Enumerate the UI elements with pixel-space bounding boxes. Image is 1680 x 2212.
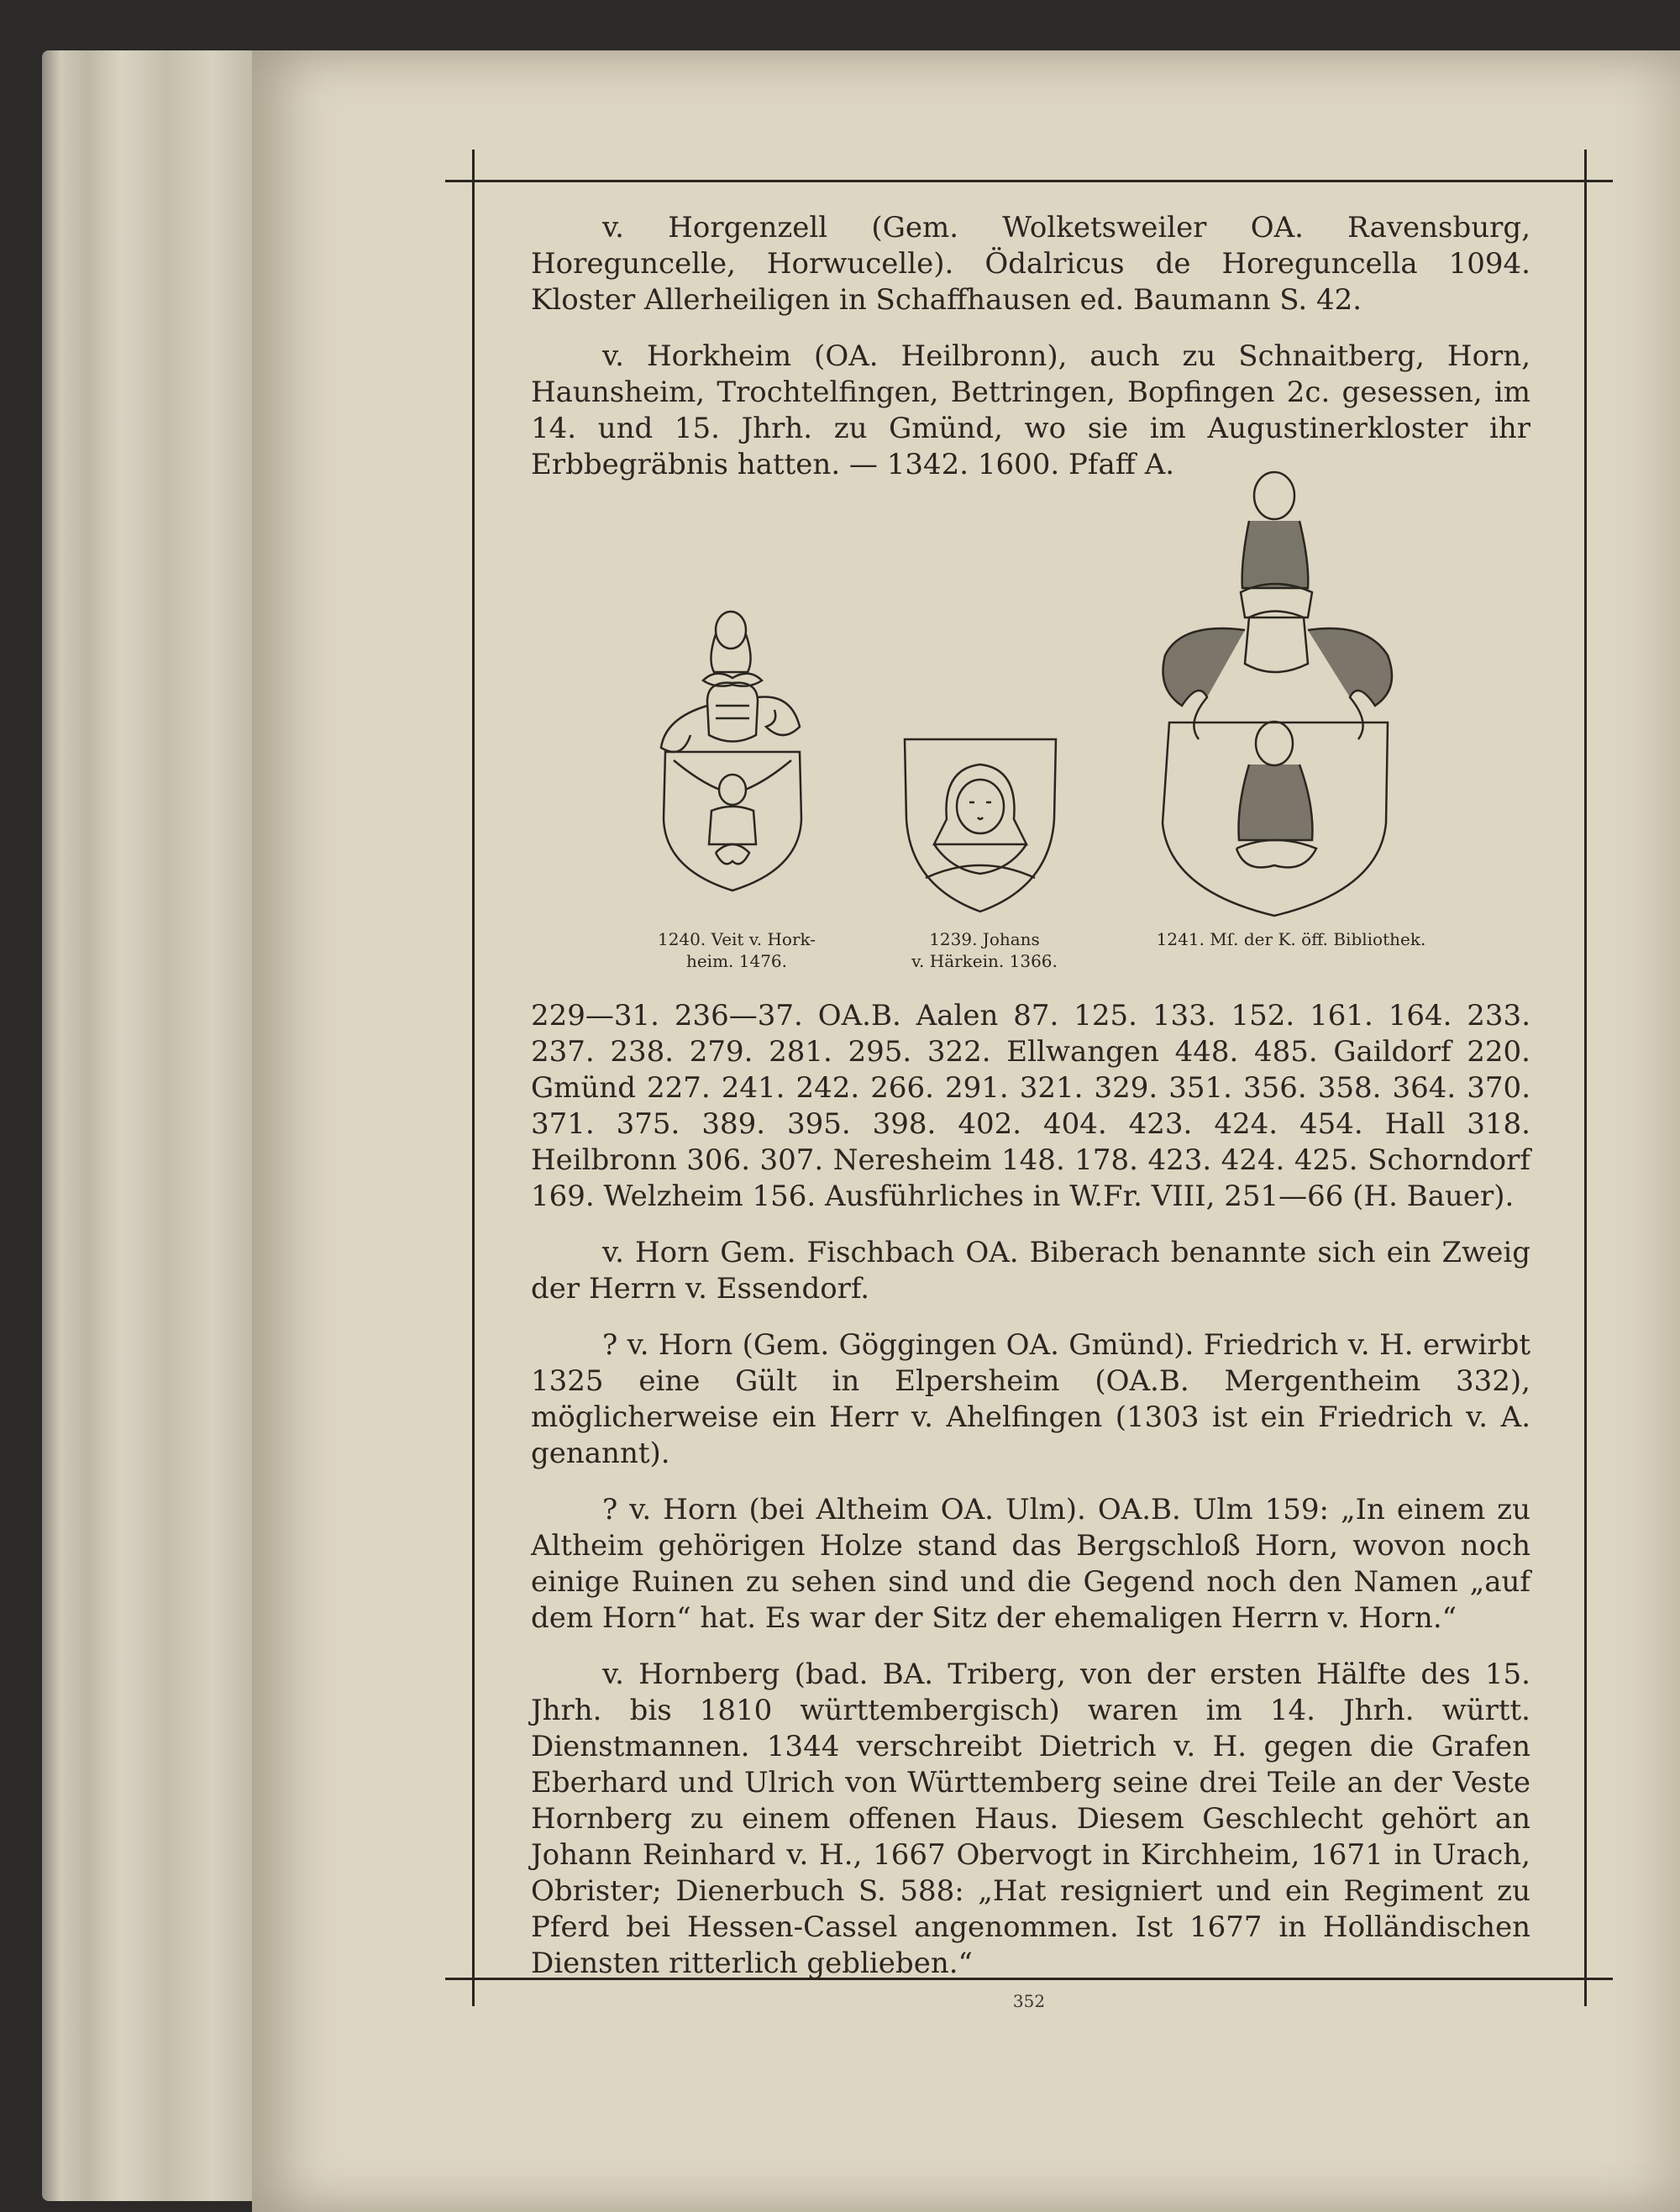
upper-text-block [531,210,1530,483]
coat-of-arms-1240-image [657,601,816,937]
entry-horkheim-references: 229—31. 236—37. OA.B. Aalen 87. 125. 133. 152. 161. 164. 233. 237. 238. 279. 281. 295. 322. Ellwangen 448. 485. Gaildorf 220. Gmünd 227. 241. 242. 266. 291. 321. 329. 351. 356. 358. 364. 370. 371. 375. 389. 395. 398. 402. 404. 423. 424. 454. Hall 318. Heilbronn 306. 307. Neresheim 148. 178. 423. 424. 425. Schorndorf 169. Welzheim 156. Ausführliches in W.Fr. VIII, 251—66 (H. Bauer). [531,999,1530,1213]
caption-1239-line2: v. Härkein. 1366. [911,951,1058,971]
book-page-edges [42,50,269,2201]
entry-horgenzell: v. Horgenzell (Gem. Wolketsweiler OA. Ravensburg, Horeguncelle, Horwucelle). Ödalricus de Horeguncella 1094. Kloster Allerheiligen in Schaffhausen ed. Baumann S. 42. [531,211,1530,317]
caption-1239-line1: 1239. Johans [929,929,1040,949]
caption-1239 [875,928,1094,972]
entry-horn-fischbach: v. Horn Gem. Fischbach OA. Biberach benannte sich ein Zweig der Herrn v. Essendorf. [531,1236,1530,1306]
coat-of-arms-1241-image [1148,470,1417,920]
entry-horkheim: v. Horkheim (OA. Heilbronn), auch zu Schnaitberg, Horn, Haunsheim, Trochtelfingen, Bettringen, Bopfingen 2c. gesessen, im 14. und 15. Jhrh. zu Gmünd, wo sie im Augustinerkloster ihr Erbbegräbnis hatten. — 1342. 1600. Pfaff A. [531,339,1530,481]
frame-rule-right [1584,150,1587,2006]
page-number: 352 [1012,1991,1046,2011]
lower-text-block [531,998,1530,1982]
coat-of-arms-figures [531,470,1539,975]
entry-horn-altheim: ? v. Horn (bei Altheim OA. Ulm). OA.B. Ulm 159: „In einem zu Altheim gehörigen Holze stand das Bergschloß Horn, wovon noch einige Ruinen zu sehen sind und die Gegend noch den Namen „auf dem Horn“ hat. Es war der Sitz der ehemaligen Herrn v. Horn.“ [531,1493,1530,1635]
caption-1240 [627,928,846,972]
caption-1241: 1241. Mſ. der K. öff. Bibliothek. [1156,929,1426,949]
entry-horn-goeggingen: ? v. Horn (Gem. Göggingen OA. Gmünd). Friedrich v. H. erwirbt 1325 eine Gült in Elpersheim (OA.B. Mergentheim 332), möglicherweise ein Herr v. Ahelfingen (1303 ist ein Friedrich v. A. genannt). [531,1328,1530,1470]
frame-rule-top [445,180,1613,182]
entry-hornberg: v. Hornberg (bad. BA. Triberg, von der ersten Hälfte des 15. Jhrh. bis 1810 württembergisch) waren im 14. Jhrh. württ. Dienstmannen. 1344 verschreibt Dietrich v. H. gegen die Grafen Eberhard und Ulrich von Württemberg seine drei Teile an der Veste Hornberg zu einem offenen Haus. Diesem Geschlecht gehört an Johann Reinhard v. H., 1667 Obervogt in Kirchheim, 1671 in Urach, Obrister; Dienerbuch S. 588: „Hat resigniert und ein Regiment zu Pferd bei Hessen-Cassel angenommen. Ist 1677 in Holländischen Diensten ritterlich geblieben.“ [531,1658,1530,1980]
caption-1240-line2: heim. 1476. [685,951,788,971]
caption-1240-line1: 1240. Veit v. Hork- [657,929,816,949]
coat-of-arms-1239-image [900,735,1060,916]
frame-rule-left [472,150,475,2006]
